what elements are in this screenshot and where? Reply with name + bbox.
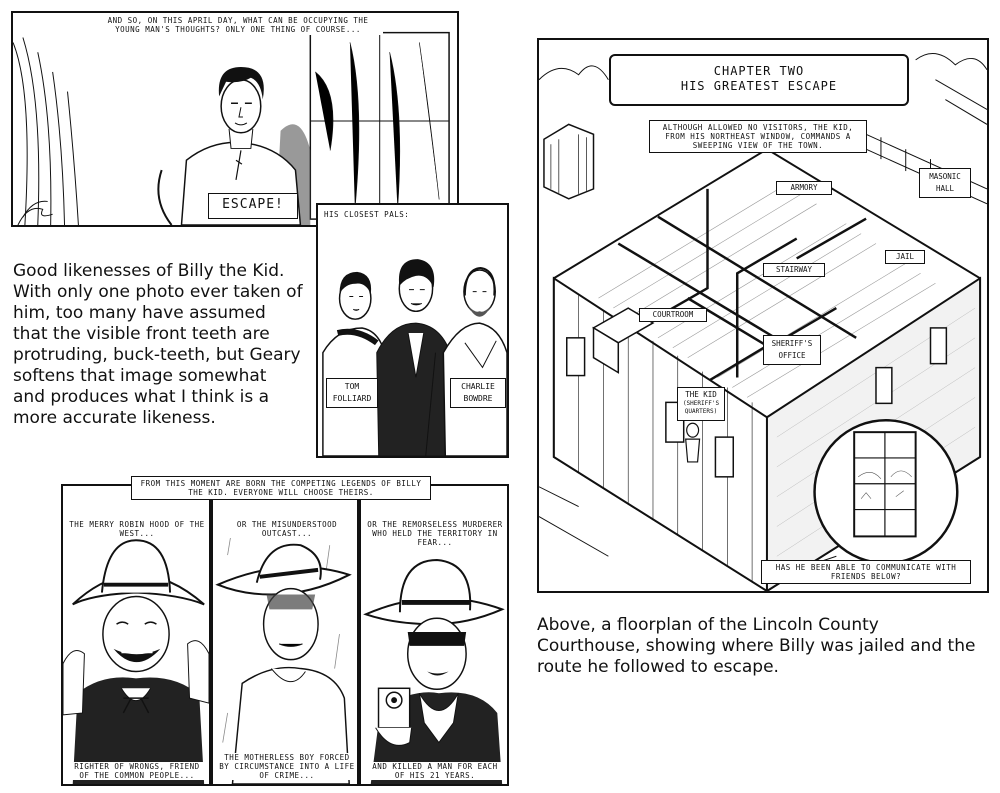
chapter-title: HIS GREATEST ESCAPE [680,79,838,93]
panel-billy-escape [11,11,459,227]
caption-murderer: OR THE REMORSELESS MURDERER WHO HELD THE TERRITORY IN FEAR... [365,520,505,547]
panel-outcast [211,484,359,786]
room-label-masonic-hall: MASONIC HALL [919,168,971,198]
room-label-sheriffs-office: SHERIFF'S OFFICE [763,335,821,365]
legend-strip [61,476,509,788]
banner-competing-legends: FROM THIS MOMENT ARE BORN THE COMPETING LEGENDS OF BILLY THE KID. EVERYONE WILL CHOOSE THEIRS. [131,476,431,500]
escape-sign: ESCAPE! [208,193,298,219]
caption-motherless-boy: THE MOTHERLESS BOY FORCED BY CIRCUMSTANCE INTO A LIFE OF CRIME... [217,753,357,780]
caption-no-visitors: ALTHOUGH ALLOWED NO VISITORS, THE KID, FROM HIS NORTHEAST WINDOW, COMMANDS A SWEEPING VIEW OF THE TOWN. [649,120,867,153]
chapter-number: CHAPTER TWO [713,64,805,78]
caption-robin-hood: THE MERRY ROBIN HOOD OF THE WEST... [67,520,207,538]
room-label-courtroom: COURTROOM [639,308,707,322]
commentary-billy-likeness: Good likenesses of Billy the Kid. With only one photo ever taken of him, too many have assumed that the visible front teeth are protruding, buck-teeth, but Geary softens that image somewhat and produces what I think is a more accurate likeness. [13,261,303,428]
caption-outcast: OR THE MISUNDERSTOOD OUTCAST... [217,520,357,538]
room-label-stairway: STAIRWAY [763,263,825,277]
room-label-jail: JAIL [885,250,925,264]
room-label-the-kid-title: THE KID [685,390,717,399]
caption-closest-pals: HIS CLOSEST PALS: [324,210,454,219]
caption-communicate-with-friends: HAS HE BEEN ABLE TO COMMUNICATE WITH FRIENDS BELOW? [761,560,971,584]
room-label-the-kid-subtitle: (SHERIFF'S QUARTERS) [682,400,720,415]
label-charlie-bowdre: CHARLIE BOWDRE [450,378,506,408]
caption-killed-a-man: AND KILLED A MAN FOR EACH OF HIS 21 YEARS. [365,762,505,780]
panel-robin-hood [61,484,211,786]
label-tom-folliard: TOM FOLLIARD [326,378,378,408]
panel-floorplan [537,38,989,593]
chapter-title-banner [609,54,909,106]
room-label-the-kid [677,387,725,421]
room-label-armory: ARMORY [776,181,832,195]
commentary-floorplan: Above, a floorplan of the Lincoln County Courthouse, showing where Billy was jailed and the route he followed to escape. [537,615,976,677]
panel-murderer [359,484,509,786]
panel-closest-pals [316,203,509,458]
pals-illustration [318,205,507,456]
caption-righter-of-wrongs: RIGHTER OF WRONGS, FRIEND OF THE COMMON PEOPLE... [67,762,207,780]
caption-thoughts: AND SO, ON THIS APRIL DAY, WHAT CAN BE OCCUPYING THE YOUNG MAN'S THOUGHTS? ONLY ONE THING OF COURSE... [93,15,383,35]
